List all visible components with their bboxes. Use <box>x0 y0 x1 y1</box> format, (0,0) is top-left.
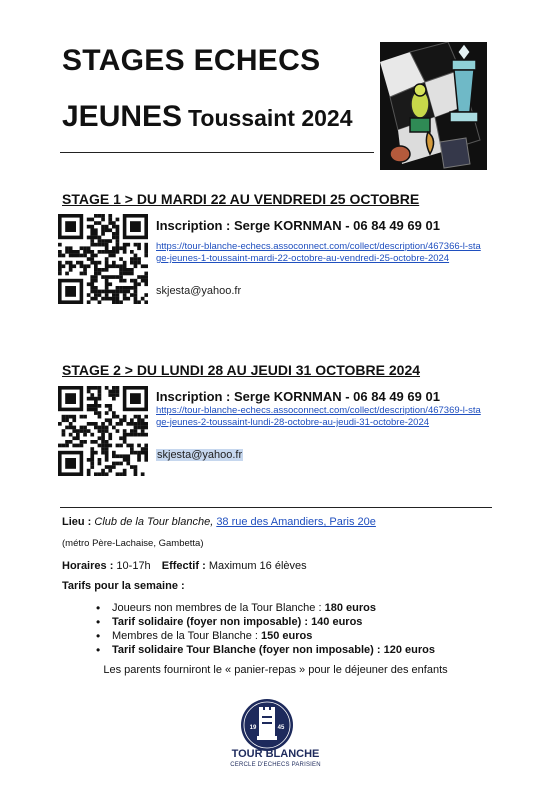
stage-2-title: STAGE 2 > DU LUNDI 28 AU JEUDI 31 OCTOBRE 2024 <box>62 362 421 378</box>
logo-name: TOUR BLANCHE <box>231 748 320 760</box>
stage-2-email[interactable]: skjesta@yahoo.fr <box>157 449 243 461</box>
stage-2-link[interactable]: https://tour-blanche-echecs.assoconnect.com/collect/description/467369-l-stage-jeunes-2-toussaint-lundi-28-octobre-au-jeudi-31-octobre-2024 <box>156 405 481 428</box>
horaires-label: Horaires : <box>62 560 114 572</box>
tarifs-heading <box>62 580 185 592</box>
list-item <box>96 629 435 643</box>
stage-1-inscription: Inscription : Serge KORNMAN - 06 84 49 69 01 <box>156 218 440 233</box>
list-item <box>96 615 435 629</box>
chess-illustration <box>380 42 487 170</box>
qr-code-icon <box>58 386 148 476</box>
tarif-price: 150 euros <box>260 630 313 642</box>
lieu-label: Lieu : <box>62 516 92 528</box>
tarifs-label: Tarifs pour la semaine : <box>62 580 185 592</box>
lieu-line <box>62 516 376 528</box>
stage-1-title: STAGE 1 > DU MARDI 22 AU VENDREDI 25 OCTOBRE <box>62 191 420 207</box>
effectif-label: Effectif : <box>161 560 206 572</box>
title-jeunes: JEUNES <box>62 100 183 133</box>
title-line-1: STAGES ECHECS <box>62 44 321 77</box>
parents-note: Les parents fourniront le « panier-repas » pour le déjeuner des enfants <box>103 664 448 676</box>
logo-tagline: CERCLE D'ECHECS PARISIEN <box>230 762 321 768</box>
tarif-label: Joueurs non membres de la Tour Blanche : <box>112 602 325 614</box>
tarif-label: Tarif solidaire (foyer non imposable) : <box>112 616 312 628</box>
title-line-2 <box>62 100 353 134</box>
logo-year-right: 45 <box>277 725 285 731</box>
logo-year-left: 19 <box>249 725 257 731</box>
list-item <box>96 643 435 657</box>
tarif-price: 120 euros <box>383 644 435 656</box>
effectif-value: Maximum 16 élèves <box>208 560 307 572</box>
horaires-line <box>62 560 307 572</box>
horaires-value: 10-17h <box>116 560 151 572</box>
tarif-price: 140 euros <box>311 616 363 628</box>
tarif-label: Membres de la Tour Blanche : <box>112 630 261 642</box>
stage-1-link[interactable]: https://tour-blanche-echecs.assoconnect.com/collect/description/467366-l-stage-jeunes-1-toussaint-mardi-22-octobre-au-vendredi-25-octobre-2024 <box>156 241 481 264</box>
tarifs-list <box>96 601 435 657</box>
metro-line: (métro Père-Lachaise, Gambetta) <box>62 538 204 549</box>
title-subtitle: Toussaint 2024 <box>188 105 353 131</box>
tour-blanche-logo-icon <box>240 698 294 752</box>
list-item <box>96 601 435 615</box>
tarif-label: Tarif solidaire Tour Blanche (foyer non imposable) : <box>112 644 384 656</box>
section-divider <box>60 507 492 508</box>
lieu-address[interactable]: 38 rue des Amandiers, Paris 20e <box>216 516 376 528</box>
lieu-place: Club de la Tour blanche, <box>94 516 214 528</box>
stage-1-email[interactable]: skjesta@yahoo.fr <box>156 285 242 297</box>
tarif-price: 180 euros <box>324 602 376 614</box>
title-divider <box>60 152 374 153</box>
stage-2-inscription: Inscription : Serge KORNMAN - 06 84 49 69 01 <box>156 389 440 404</box>
qr-code-icon <box>58 214 148 304</box>
